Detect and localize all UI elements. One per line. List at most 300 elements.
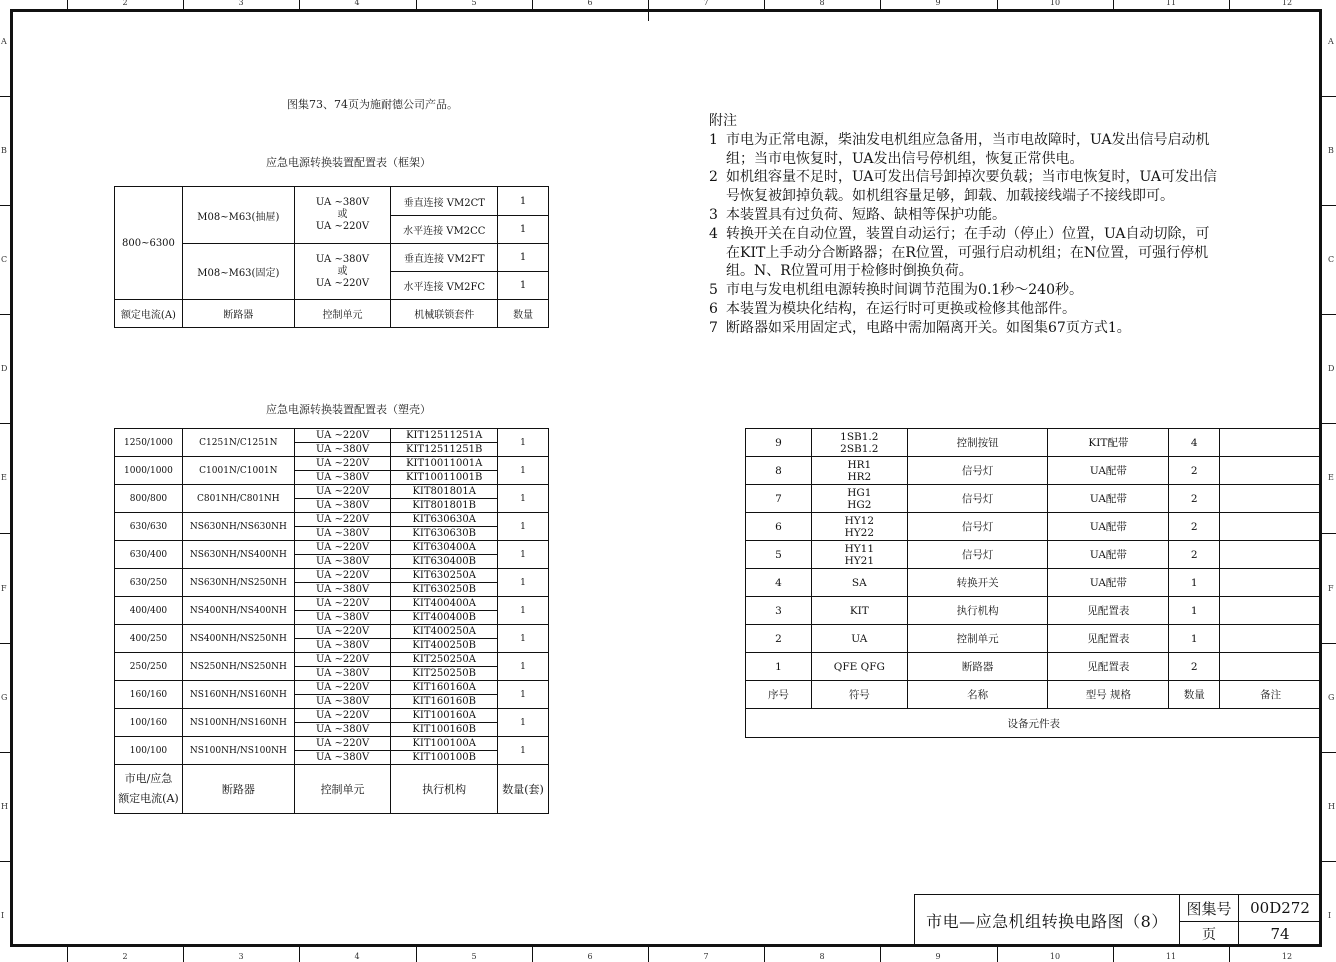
control-unit-cell: UA ~220V [294, 625, 391, 639]
table-row [115, 681, 549, 695]
breaker-cell: NS100NH/NS160NH [182, 709, 294, 737]
table-row [746, 429, 1322, 457]
qty-cell: 1 [498, 457, 549, 485]
symbol-cell [811, 429, 907, 457]
symbol-line: HG1 [847, 486, 872, 499]
actuator-cell: KIT630630B [391, 527, 498, 541]
page-label: 页 [1179, 921, 1239, 947]
header-cell: 数量 [1169, 681, 1220, 709]
table-row [746, 625, 1322, 653]
remark-cell [1220, 569, 1322, 597]
column-number: 7 [703, 952, 709, 961]
table-row [746, 541, 1322, 569]
qty-cell: 2 [1169, 457, 1220, 485]
symbol-line: HR2 [847, 470, 872, 483]
config-table-molded [114, 428, 549, 814]
model-cell: 见配置表 [1048, 653, 1169, 681]
actuator-cell: KIT10011001A [391, 457, 498, 471]
equipment-body [746, 429, 1322, 681]
note-line: 如机组容量不足时，UA可发出信号卸掉次要负载；当市电恢复时，UA可发出信 [726, 169, 1217, 186]
actuator-cell: KIT10011001B [391, 471, 498, 485]
control-unit-cell: UA ~220V [294, 569, 391, 583]
breaker-cell: NS400NH/NS250NH [182, 625, 294, 653]
symbol-line: HY21 [844, 554, 875, 567]
seq-cell: 6 [746, 513, 812, 541]
row-letter: C [1328, 255, 1335, 264]
control-unit-cell: UA ~220V [294, 513, 391, 527]
table-row [115, 625, 549, 639]
actuator-cell: KIT100100B [391, 751, 498, 765]
column-number: 10 [1049, 0, 1061, 7]
row-letter: F [1, 584, 7, 593]
note-line: 本装置为模块化结构，在运行时可更换或检修其他部件。 [726, 300, 1076, 317]
row-letter: E [1328, 473, 1334, 482]
control-unit-cell: UA ~380V [294, 471, 391, 485]
column-number: 3 [238, 952, 244, 961]
control-unit-cell: UA ~380V [294, 583, 391, 597]
border-tick [0, 96, 10, 97]
model-cell: UA配带 [1048, 457, 1169, 485]
rated-current-cell: 800/800 [115, 485, 183, 513]
column-number: 11 [1165, 0, 1177, 7]
table-row [746, 457, 1322, 485]
center-tick [648, 9, 649, 21]
border-tick [1322, 533, 1336, 534]
breaker-cell: M08~M63(固定) [182, 244, 294, 300]
table-row [746, 653, 1322, 681]
breaker-cell: NS100NH/NS100NH [182, 737, 294, 765]
border-tick [0, 423, 10, 424]
table-row [746, 513, 1322, 541]
column-number: 12 [1281, 952, 1293, 961]
note-line: 本装置具有过负荷、短路、缺相等保护功能。 [726, 206, 1006, 223]
breaker-cell: NS630NH/NS250NH [182, 569, 294, 597]
control-unit-cell: UA ~380V [294, 723, 391, 737]
qty-cell: 1 [1169, 569, 1220, 597]
border-tick [183, 947, 184, 962]
border-tick [532, 947, 533, 962]
source-note: 图集73、74页为施耐德公司产品。 [287, 98, 458, 111]
note-item [709, 131, 1309, 169]
actuator-cell: KIT250250B [391, 667, 498, 681]
header-cell: 控制单元 [294, 765, 391, 814]
rated-current-cell: 800~6300 [115, 187, 183, 300]
rated-current-cell: 400/250 [115, 625, 183, 653]
page-number: 74 [1238, 921, 1322, 947]
border-tick [1322, 314, 1336, 315]
rated-current-cell: 160/160 [115, 681, 183, 709]
drawing-title: 市电—应急机组转换电路图（8） [914, 894, 1180, 947]
atlas-number: 00D272 [1238, 894, 1322, 922]
row-letter: B [1328, 146, 1334, 155]
border-tick [880, 0, 881, 9]
column-number: 2 [122, 0, 128, 7]
border-tick [183, 0, 184, 9]
control-unit-cell: UA ~380V [294, 527, 391, 541]
table2-body [115, 429, 549, 765]
table-row [746, 485, 1322, 513]
qty-cell: 2 [1169, 653, 1220, 681]
rated-current-cell: 1000/1000 [115, 457, 183, 485]
border-tick [1229, 947, 1230, 962]
control-unit-cell: UA ~380V [294, 751, 391, 765]
table-row [115, 485, 549, 499]
control-unit-cell: UA ~220V [294, 681, 391, 695]
control-unit-cell [294, 187, 391, 244]
remark-cell [1220, 513, 1322, 541]
model-cell: UA配带 [1048, 513, 1169, 541]
ctrl-line: UA ~380V [315, 197, 370, 208]
notes-block [709, 112, 1309, 338]
equipment-table [745, 428, 1322, 738]
name-cell: 信号灯 [907, 485, 1048, 513]
remark-cell [1220, 597, 1322, 625]
table-row [115, 457, 549, 471]
border-tick [299, 0, 300, 9]
row-letter: D [1328, 364, 1335, 373]
actuator-cell: KIT100160B [391, 723, 498, 737]
table-row [746, 569, 1322, 597]
row-letter: F [1328, 584, 1334, 593]
border-tick [0, 643, 10, 644]
seq-cell: 5 [746, 541, 812, 569]
equipment-title: 设备元件表 [746, 709, 1322, 738]
border-tick [0, 314, 10, 315]
qty-cell: 1 [498, 187, 549, 216]
seq-cell: 9 [746, 429, 812, 457]
symbol-cell [811, 457, 907, 485]
column-number: 3 [238, 0, 244, 7]
seq-cell: 4 [746, 569, 812, 597]
qty-cell: 1 [498, 597, 549, 625]
column-number: 8 [819, 952, 825, 961]
symbol-line: 2SB1.2 [840, 442, 879, 455]
name-cell: 转换开关 [907, 569, 1048, 597]
border-tick [299, 947, 300, 962]
actuator-cell: KIT100100A [391, 737, 498, 751]
symbol-line: HY22 [844, 526, 875, 539]
table-row [115, 709, 549, 723]
header-cell: 数量 [498, 300, 549, 328]
header-cell: 控制单元 [294, 300, 391, 328]
symbol-line: 1SB1.2 [840, 430, 879, 443]
remark-cell [1220, 541, 1322, 569]
name-cell: 信号灯 [907, 513, 1048, 541]
row-letter: A [1, 37, 7, 46]
rated-current-cell: 630/250 [115, 569, 183, 597]
breaker-cell: NS400NH/NS400NH [182, 597, 294, 625]
control-unit-cell: UA ~380V [294, 695, 391, 709]
qty-cell: 1 [498, 272, 549, 300]
remark-cell [1220, 653, 1322, 681]
header-cell [115, 765, 183, 814]
symbol-line: HY11 [844, 542, 875, 555]
model-cell: UA配带 [1048, 485, 1169, 513]
note-line: 市电为正常电源，柴油发电机组应急备用，当市电故障时，UA发出信号启动机 [726, 131, 1210, 148]
actuator-cell: KIT12511251A [391, 429, 498, 443]
note-item [709, 225, 1309, 281]
column-number: 11 [1165, 952, 1177, 961]
control-unit-cell: UA ~380V [294, 611, 391, 625]
control-unit-cell: UA ~220V [294, 541, 391, 555]
border-tick [1113, 0, 1114, 9]
qty-cell: 2 [1169, 541, 1220, 569]
actuator-cell: KIT630630A [391, 513, 498, 527]
row-letter: A [1328, 37, 1334, 46]
symbol-cell: QFE QFG [811, 653, 907, 681]
note-number: 3 [709, 206, 718, 223]
rated-current-cell: 100/160 [115, 709, 183, 737]
model-cell: 见配置表 [1048, 625, 1169, 653]
control-unit-cell: UA ~380V [294, 443, 391, 457]
remark-cell [1220, 457, 1322, 485]
border-tick [648, 947, 649, 962]
border-tick [1322, 423, 1336, 424]
header-cell: 序号 [746, 681, 812, 709]
qty-cell: 1 [1169, 597, 1220, 625]
header-cell: 符号 [811, 681, 907, 709]
header-cell: 额定电流(A) [115, 300, 183, 328]
column-number: 4 [354, 0, 360, 7]
table2-caption: 应急电源转换装置配置表（塑壳） [266, 403, 431, 416]
header-cell: 数量(套) [498, 765, 549, 814]
row-letter: E [1, 473, 7, 482]
symbol-cell: UA [811, 625, 907, 653]
name-cell: 信号灯 [907, 541, 1048, 569]
lock-kit-cell: 水平连接 VM2FC [391, 272, 498, 300]
model-cell: UA配带 [1048, 541, 1169, 569]
column-number: 7 [703, 0, 709, 7]
border-tick [0, 533, 10, 534]
border-tick [67, 947, 68, 962]
note-line: 断路器如采用固定式，电路中需加隔离开关。如图集67页方式1。 [726, 319, 1131, 336]
row-letter: G [1, 693, 8, 702]
title-block [914, 894, 1322, 947]
qty-cell: 1 [498, 541, 549, 569]
remark-cell [1220, 625, 1322, 653]
header-cell: 执行机构 [391, 765, 498, 814]
rated-current-cell: 630/400 [115, 541, 183, 569]
config-table-frame [114, 186, 549, 328]
table-row [115, 737, 549, 751]
table-row [746, 597, 1322, 625]
actuator-cell: KIT100160A [391, 709, 498, 723]
column-number: 9 [935, 0, 941, 7]
note-text [726, 131, 1209, 169]
control-unit-cell: UA ~380V [294, 667, 391, 681]
table-row [115, 569, 549, 583]
breaker-cell: NS160NH/NS160NH [182, 681, 294, 709]
control-unit-cell: UA ~380V [294, 555, 391, 569]
equipment-header-row [746, 681, 1322, 709]
note-number: 7 [709, 319, 718, 336]
note-line: 转换开关在自动位置，装置自动运行；在手动（停止）位置，UA自动切除，可 [726, 225, 1210, 242]
ctrl-line: UA ~380V [315, 253, 370, 265]
symbol-line: HY12 [844, 514, 875, 527]
name-cell: 控制按钮 [907, 429, 1048, 457]
note-text [726, 300, 1076, 319]
control-unit-cell: UA ~220V [294, 653, 391, 667]
actuator-cell: KIT801801A [391, 485, 498, 499]
qty-cell: 1 [498, 216, 549, 244]
seq-cell: 7 [746, 485, 812, 513]
symbol-cell: KIT [811, 597, 907, 625]
note-text [726, 281, 1083, 300]
header-line: 市电/应急 [124, 772, 173, 785]
seq-cell: 3 [746, 597, 812, 625]
qty-cell: 1 [498, 513, 549, 541]
border-tick [1322, 205, 1336, 206]
control-unit-cell: UA ~380V [294, 499, 391, 513]
row-letter: G [1328, 693, 1335, 702]
actuator-cell: KIT630400B [391, 555, 498, 569]
header-line: 额定电流(A) [118, 792, 179, 805]
name-cell: 控制单元 [907, 625, 1048, 653]
qty-cell: 1 [498, 653, 549, 681]
control-unit-cell: UA ~220V [294, 429, 391, 443]
qty-cell: 1 [498, 569, 549, 597]
header-cell: 机械联锁套件 [391, 300, 498, 328]
remark-cell [1220, 485, 1322, 513]
ctrl-line: UA ~220V [315, 277, 370, 289]
header-cell: 断路器 [182, 765, 294, 814]
breaker-cell: C1001N/C1001N [182, 457, 294, 485]
border-tick [997, 0, 998, 9]
row-letter: I [1, 911, 5, 920]
name-cell: 执行机构 [907, 597, 1048, 625]
qty-cell: 1 [498, 244, 549, 272]
table-row [115, 653, 549, 667]
note-number: 1 [709, 131, 718, 148]
control-unit-cell: UA ~220V [294, 597, 391, 611]
border-tick [1322, 752, 1336, 753]
row-letter: H [1328, 802, 1335, 811]
note-line: 号恢复被卸掉负载。如机组容量足够，卸载、加载接线端子不接线即可。 [726, 188, 1174, 205]
qty-cell: 1 [498, 485, 549, 513]
model-cell: KIT配带 [1048, 429, 1169, 457]
notes-list [709, 131, 1309, 338]
column-number: 9 [935, 952, 941, 961]
lock-kit-cell: 水平连接 VM2CC [391, 216, 498, 244]
note-line: 组。N、R位置可用于检修时倒换负荷。 [726, 263, 973, 280]
row-letter: D [1, 364, 8, 373]
border-tick [532, 0, 533, 9]
actuator-cell: KIT160160B [391, 695, 498, 709]
rated-current-cell: 1250/1000 [115, 429, 183, 457]
table-row [115, 513, 549, 527]
border-tick [1113, 947, 1114, 962]
control-unit-cell: UA ~380V [294, 639, 391, 653]
note-line: 市电与发电机组电源转换时间调节范围为0.1秒～240秒。 [726, 282, 1083, 299]
control-unit-cell: UA ~220V [294, 709, 391, 723]
column-number: 2 [122, 952, 128, 961]
border-tick [416, 947, 417, 962]
note-item [709, 168, 1309, 206]
lock-kit-cell: 垂直连接 VM2FT [391, 244, 498, 272]
qty-cell: 1 [498, 737, 549, 765]
border-tick [0, 861, 10, 862]
breaker-cell: NS250NH/NS250NH [182, 653, 294, 681]
symbol-cell: SA [811, 569, 907, 597]
note-text [726, 319, 1131, 338]
border-tick [648, 0, 649, 9]
symbol-cell [811, 485, 907, 513]
qty-cell: 2 [1169, 485, 1220, 513]
rated-current-cell: 400/400 [115, 597, 183, 625]
actuator-cell: KIT630250B [391, 583, 498, 597]
header-cell: 型号 规格 [1048, 681, 1169, 709]
note-item [709, 319, 1309, 338]
qty-cell: 1 [498, 429, 549, 457]
note-item [709, 300, 1309, 319]
remark-cell [1220, 429, 1322, 457]
seq-cell: 8 [746, 457, 812, 485]
border-tick [0, 205, 10, 206]
breaker-cell: C1251N/C1251N [182, 429, 294, 457]
model-cell: UA配带 [1048, 569, 1169, 597]
rated-current-cell: 250/250 [115, 653, 183, 681]
breaker-cell: C801NH/C801NH [182, 485, 294, 513]
border-tick [1229, 0, 1230, 9]
lock-kit-cell: 垂直连接 VM2CT [391, 187, 498, 216]
header-cell: 断路器 [182, 300, 294, 328]
table1-caption: 应急电源转换装置配置表（框架） [266, 156, 431, 169]
column-number: 6 [587, 952, 593, 961]
table-row [115, 597, 549, 611]
actuator-cell: KIT400250B [391, 639, 498, 653]
symbol-line: HG2 [847, 498, 872, 511]
control-unit-cell [294, 244, 391, 300]
ctrl-or: 或 [337, 265, 348, 277]
qty-cell: 1 [498, 625, 549, 653]
border-tick [1322, 643, 1336, 644]
border-tick [880, 947, 881, 962]
header-cell: 名称 [907, 681, 1048, 709]
border-tick [67, 0, 68, 9]
table-row [115, 429, 549, 443]
row-letter: I [1328, 911, 1332, 920]
symbol-cell [811, 513, 907, 541]
column-number: 6 [587, 0, 593, 7]
actuator-cell: KIT12511251B [391, 443, 498, 457]
row-letter: C [1, 255, 8, 264]
border-tick [1322, 96, 1336, 97]
column-number: 4 [354, 952, 360, 961]
breaker-cell: M08~M63(抽屉) [182, 187, 294, 244]
note-number: 2 [709, 169, 718, 186]
rated-current-cell: 100/100 [115, 737, 183, 765]
table-row [115, 541, 549, 555]
actuator-cell: KIT400400B [391, 611, 498, 625]
ctrl-line: UA ~220V [315, 221, 370, 232]
row-letter: B [1, 146, 7, 155]
qty-cell: 2 [1169, 513, 1220, 541]
note-text [726, 168, 1217, 206]
breaker-cell: NS630NH/NS630NH [182, 513, 294, 541]
note-text [726, 225, 1209, 281]
actuator-cell: KIT630250A [391, 569, 498, 583]
seq-cell: 2 [746, 625, 812, 653]
qty-cell: 1 [498, 709, 549, 737]
note-line: 在KIT上手动分合断路器；在R位置，可强行启动机组；在N位置，可强行停机 [726, 244, 1209, 261]
note-number: 5 [709, 282, 718, 299]
border-tick [1322, 861, 1336, 862]
border-tick [416, 0, 417, 9]
column-number: 8 [819, 0, 825, 7]
border-tick [997, 947, 998, 962]
symbol-cell [811, 541, 907, 569]
border-tick [0, 752, 10, 753]
